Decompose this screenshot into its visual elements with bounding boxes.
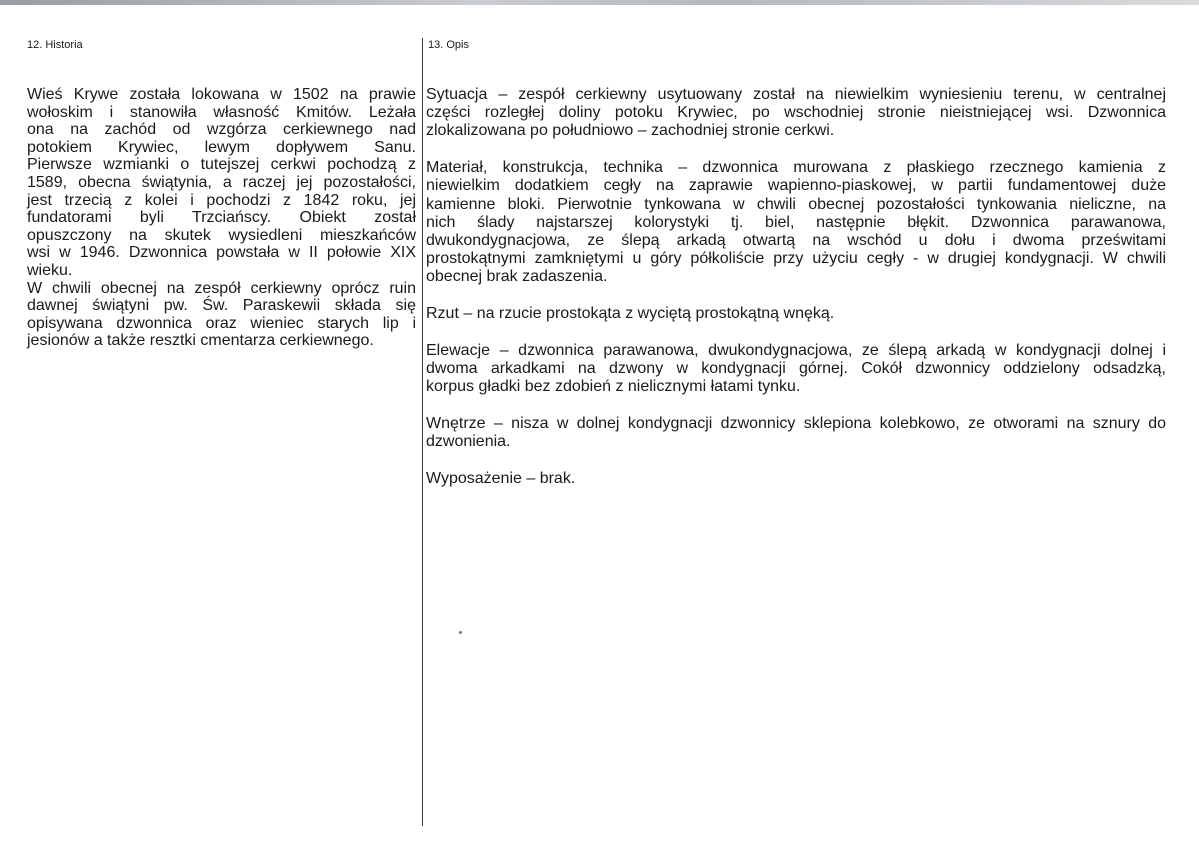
opis-line: obecnej brak zadaszenia. bbox=[426, 268, 608, 286]
opis-paragraph bbox=[426, 86, 1166, 141]
historia-line: 1589, obecna świątynia, a raczej jej pozostałości, bbox=[27, 173, 416, 191]
section-heading-opis: 13. Opis bbox=[428, 39, 469, 51]
historia-line: W chwili obecnej na zespół cerkiewny oprócz ruin bbox=[27, 279, 416, 297]
opis-paragraph bbox=[426, 470, 1166, 488]
opis-line: Rzut – na rzucie prostokąta z wyciętą prostokątną wnęką. bbox=[426, 305, 835, 323]
opis-line: dwukondygnacjowa, ze ślepą arkadą otwartą na wschód u dołu i dwoma prześwitami bbox=[426, 231, 1166, 249]
historia-line: wołoskim i stanowiła własność Kmitów. Leżała bbox=[27, 103, 416, 121]
historia-line: wsi w 1946. Dzwonnica powstała w II połowie XIX bbox=[27, 244, 416, 262]
opis-line: Materiał, konstrukcja, technika – dzwonnica murowana z płaskiego rzecznego kamienia z bbox=[426, 159, 1166, 177]
historia-line: opisywana dzwonnica oraz wieniec starych lip i bbox=[27, 314, 416, 332]
opis-line: Sytuacja – zespół cerkiewny usytuowany został na niewielkim wyniesieniu terenu, w centralnej bbox=[426, 86, 1166, 103]
historia-line: Wieś Krywe została lokowana w 1502 na prawie bbox=[27, 86, 416, 103]
historia-line: Pierwsze wzmianki o tutejszej cerkwi pochodzą z bbox=[27, 156, 416, 174]
historia-line: jest trzecią z kolei i pochodzi z 1842 roku, jej bbox=[27, 191, 416, 209]
historia-line: wieku. bbox=[27, 261, 73, 279]
opis-text bbox=[426, 86, 1166, 506]
opis-line: zlokalizowana po południowo – zachodniej stronie cerkwi. bbox=[426, 122, 835, 140]
opis-line: korpus gładki bez zdobień z nielicznymi łatami tynku. bbox=[426, 378, 801, 396]
opis-line: dzwonienia. bbox=[426, 433, 511, 451]
historia-text bbox=[27, 86, 416, 350]
opis-line: Wnętrze – nisza w dolnej kondygnacji dzwonnicy sklepiona kolebkowo, ze otworami na sznury do bbox=[426, 414, 1166, 432]
opis-line: Elewacje – dzwonnica parawanowa, dwukondygnacjowa, ze ślepą arkadą w kondygnacji dolnej i bbox=[426, 341, 1166, 359]
historia-line: opuszczony na skutek wysiedleni mieszkańców bbox=[27, 226, 416, 244]
scan-edge bbox=[0, 0, 1199, 5]
opis-line: kamienne bloki. Pierwotnie tynkowana w chwili obecnej pozostałości tynkowania nieliczne, na bbox=[426, 195, 1166, 213]
opis-line: dwoma arkadkami na dzwony w kondygnacji górnej. Cokół dzwonnicy oddzielony odsadzką, bbox=[426, 359, 1166, 377]
opis-line: Wyposażenie – brak. bbox=[426, 469, 576, 487]
opis-line: niewielkim dodatkiem cegły na zaprawie wapienno-piaskowej, w partii fundamentowej duże bbox=[426, 177, 1166, 195]
section-heading-historia: 12. Historia bbox=[27, 39, 83, 51]
historia-line: ona na zachód od wzgórza cerkiewnego nad bbox=[27, 121, 416, 139]
scan-speck bbox=[459, 631, 462, 634]
opis-line: nich ślady najstarszej kolorystyki tj. biel, następnie błękit. Dzwonnica parawanowa, bbox=[426, 213, 1166, 231]
historia-line: fundatorami byli Trzciańscy. Obiekt został bbox=[27, 209, 416, 227]
historia-line: dawnej świątyni pw. Św. Paraskewii składa się bbox=[27, 297, 416, 315]
opis-line: prostokątnymi zamkniętymi u góry półkoliście przy użyciu cegły - w drugiej kondygnacji. W chwili bbox=[426, 250, 1166, 268]
opis-paragraph bbox=[426, 342, 1166, 397]
historia-line: potokiem Krywiec, lewym dopływem Sanu. bbox=[27, 138, 416, 156]
opis-line: części rozległej doliny potoku Krywiec, po wschodniej stronie nieistniejącej wsi. Dzwonnica bbox=[426, 104, 1166, 122]
opis-paragraph bbox=[426, 305, 1166, 323]
historia-line: jesionów a także resztki cmentarza cerkiewnego. bbox=[27, 332, 374, 350]
column-divider bbox=[422, 38, 423, 826]
opis-paragraph bbox=[426, 415, 1166, 451]
opis-paragraph bbox=[426, 159, 1166, 286]
